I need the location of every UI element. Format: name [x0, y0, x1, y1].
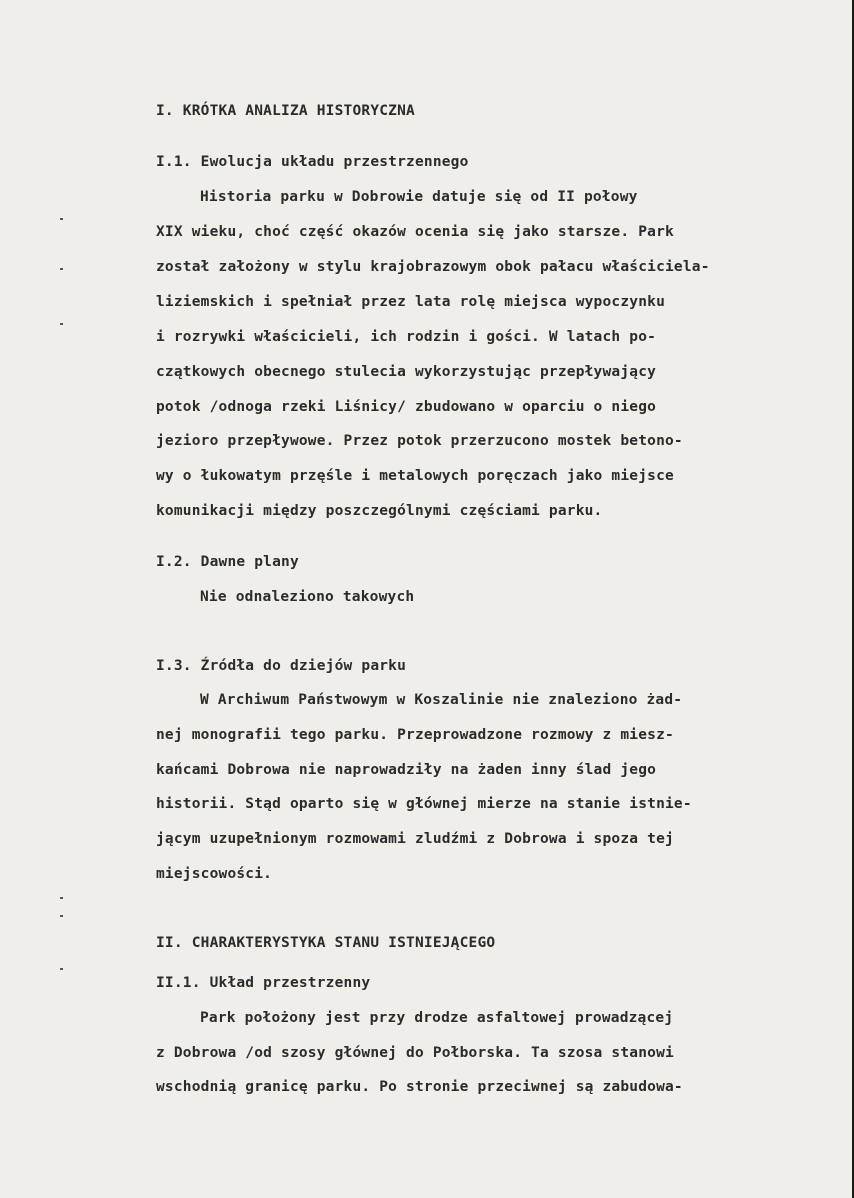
paragraph-line: miejscowości.: [156, 866, 273, 882]
section-2-title: II. CHARAKTERYSTYKA STANU ISTNIEJĄCEGO: [156, 935, 496, 951]
margin-mark: [60, 968, 63, 970]
paragraph-line: nej monografii tego parku. Przeprowadzone rozmowy z miesz-: [156, 727, 674, 743]
paragraph-line: z Dobrowa /od szosy głównej do Połborska. Ta szosa stanowi: [156, 1045, 674, 1061]
section-1-title: I. KRÓTKA ANALIZA HISTORYCZNA: [156, 103, 415, 119]
paragraph-line: jącym uzupełnionym rozmowami zludźmi z Dobrowa i spoza tej: [156, 831, 674, 847]
subsection-1-2-title: I.2. Dawne plany: [156, 554, 299, 570]
paragraph-line: Nie odnaleziono takowych: [200, 589, 415, 605]
paragraph-line: potok /odnoga rzeki Liśnicy/ zbudowano w oparciu o niego: [156, 399, 657, 415]
paragraph-line: historii. Stąd oparto się w głównej mierze na stanie istnie-: [156, 796, 692, 812]
paragraph-line: wschodnią granicę parku. Po stronie przeciwnej są zabudowa-: [156, 1079, 683, 1095]
paragraph-line: i rozrywki właścicieli, ich rodzin i gości. W latach po-: [156, 329, 657, 345]
paragraph-line: kańcami Dobrowa nie naprowadziły na żaden inny ślad jego: [156, 762, 657, 778]
subsection-2-1-title: II.1. Układ przestrzenny: [156, 975, 371, 991]
paragraph-line: komunikacji między poszczególnymi częściami parku.: [156, 503, 603, 519]
paragraph-line: liziemskich i spełniał przez lata rolę miejsca wypoczynku: [156, 294, 665, 310]
paragraph-line: W Archiwum Państwowym w Koszalinie nie znaleziono żad-: [200, 692, 683, 708]
margin-mark: [60, 915, 63, 917]
paragraph-line: Historia parku w Dobrowie datuje się od II połowy: [200, 189, 638, 205]
subsection-1-1-title: I.1. Ewolucja układu przestrzennego: [156, 154, 469, 170]
paragraph-line: czątkowych obecnego stulecia wykorzystując przepływający: [156, 364, 657, 380]
margin-mark: [60, 218, 63, 220]
subsection-1-3-title: I.3. Źródła do dziejów parku: [156, 658, 407, 674]
paragraph-line: jezioro przepływowe. Przez potok przerzucono mostek betono-: [156, 433, 683, 449]
paragraph-line: wy o łukowatym przęśle i metalowych poręczach jako miejsce: [156, 468, 674, 484]
paragraph-line: Park położony jest przy drodze asfaltowej prowadzącej: [200, 1010, 674, 1026]
margin-mark: [60, 268, 63, 270]
paragraph-line: został założony w stylu krajobrazowym obok pałacu właściciela-: [156, 259, 710, 275]
paragraph-line: XIX wieku, choć część okazów ocenia się jako starsze. Park: [156, 224, 674, 240]
margin-mark: [60, 897, 63, 899]
margin-mark: [60, 323, 63, 325]
